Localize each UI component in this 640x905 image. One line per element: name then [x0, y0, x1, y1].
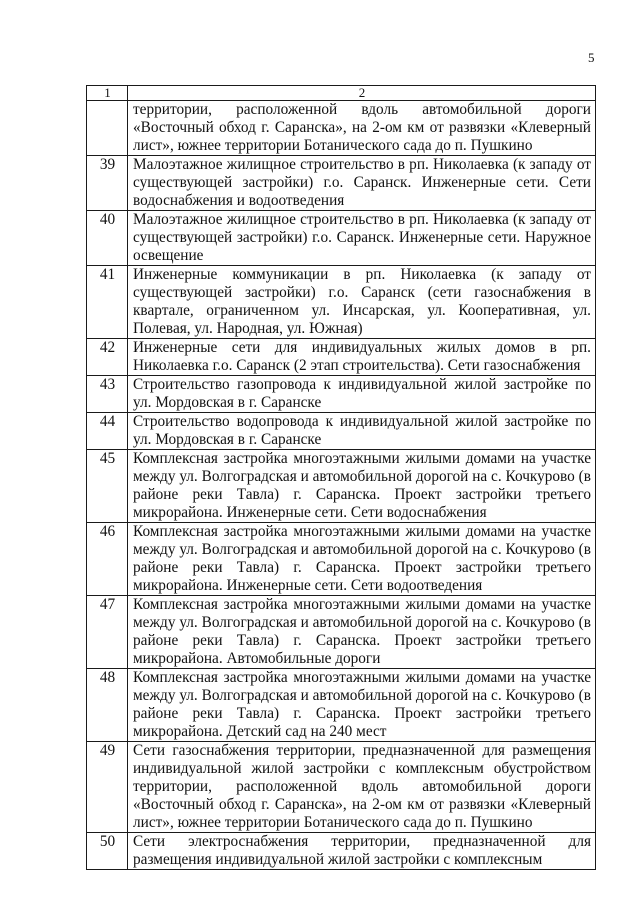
table-row: [87, 101, 596, 156]
page-number: 5: [588, 50, 595, 65]
table-row: [87, 742, 596, 833]
row-text: Комплексная застройка многоэтажными жилыми домами на участке между ул. Волгоградская и автомобильной дорогой на с. Кочкурово (в районе реки Тавла) г. Саранска. Проект застройки третьего микрорайона. Автомобильные дороги: [128, 596, 596, 669]
table-row: [87, 211, 596, 266]
header-col-1: 1: [87, 86, 128, 101]
row-number: 50: [87, 833, 128, 870]
row-number: 40: [87, 211, 128, 266]
row-text: Строительство водопровода к индивидуальной жилой застройке по ул. Мордовская в г. Саранске: [128, 413, 596, 450]
row-text: Строительство газопровода к индивидуальной жилой застройке по ул. Мордовская в г. Саранске: [128, 376, 596, 413]
row-text: Малоэтажное жилищное строительство в рп. Николаевка (к западу от существующей застройки) г.о. Саранск. Инженерные сети. Сети водоснабжения и водоотведения: [128, 156, 596, 211]
row-text: Сети электроснабжения территории, предназначенной для размещения индивидуальной жилой застройки с комплексным: [128, 833, 596, 870]
header-col-2: 2: [128, 86, 596, 101]
table-row: [87, 339, 596, 376]
row-number: 45: [87, 450, 128, 523]
table-row: [87, 450, 596, 523]
row-text: Сети газоснабжения территории, предназначенной для размещения индивидуальной жилой застройки с комплексным обустройством территории, расположенной вдоль автомобильной дороги «Восточный обход г. Саранска», на 2-ом км от развязки «Клеверный лист», южнее территории Ботанического сада до п. Пушкино: [128, 742, 596, 833]
row-text: территории, расположенной вдоль автомобильной дороги «Восточный обход г. Саранска», на 2-ом км от развязки «Клеверный лист», южнее территории Ботанического сада до п. Пушкино: [128, 101, 596, 156]
row-text: Инженерные сети для индивидуальных жилых домов в рп. Николаевка г.о. Саранск (2 этап строительства). Сети газоснабжения: [128, 339, 596, 376]
table-row: [87, 596, 596, 669]
table-row: [87, 833, 596, 870]
row-number: 44: [87, 413, 128, 450]
projects-table: [86, 85, 596, 870]
table-header-row: [87, 86, 596, 101]
table-row: [87, 669, 596, 742]
row-number: [87, 101, 128, 156]
row-text: Инженерные коммуникации в рп. Николаевка (к западу от существующей застройки) г.о. Саранск (сети газоснабжения в квартале, ограниченном ул. Инсарская, ул. Кооперативная, ул. Полевая, ул. Народная, ул. Южная): [128, 266, 596, 339]
row-number: 41: [87, 266, 128, 339]
table-row: [87, 156, 596, 211]
row-text: Малоэтажное жилищное строительство в рп. Николаевка (к западу от существующей застройки) г.о. Саранск. Инженерные сети. Наружное освещение: [128, 211, 596, 266]
row-number: 48: [87, 669, 128, 742]
row-number: 46: [87, 523, 128, 596]
row-number: 43: [87, 376, 128, 413]
row-text: Комплексная застройка многоэтажными жилыми домами на участке между ул. Волгоградская и автомобильной дорогой на с. Кочкурово (в районе реки Тавла) г. Саранска. Проект застройки третьего микрорайона. Детский сад на 240 мест: [128, 669, 596, 742]
table-row: [87, 266, 596, 339]
row-text: Комплексная застройка многоэтажными жилыми домами на участке между ул. Волгоградская и автомобильной дорогой на с. Кочкурово (в районе реки Тавла) г. Саранска. Проект застройки третьего микрорайона. Инженерные сети. Сети водоотведения: [128, 523, 596, 596]
table-row: [87, 523, 596, 596]
table-row: [87, 376, 596, 413]
row-number: 47: [87, 596, 128, 669]
row-number: 42: [87, 339, 128, 376]
row-number: 39: [87, 156, 128, 211]
table-row: [87, 413, 596, 450]
row-text: Комплексная застройка многоэтажными жилыми домами на участке между ул. Волгоградская и автомобильной дорогой на с. Кочкурово (в районе реки Тавла) г. Саранска. Проект застройки третьего микрорайона. Инженерные сети. Сети водоснабжения: [128, 450, 596, 523]
row-number: 49: [87, 742, 128, 833]
